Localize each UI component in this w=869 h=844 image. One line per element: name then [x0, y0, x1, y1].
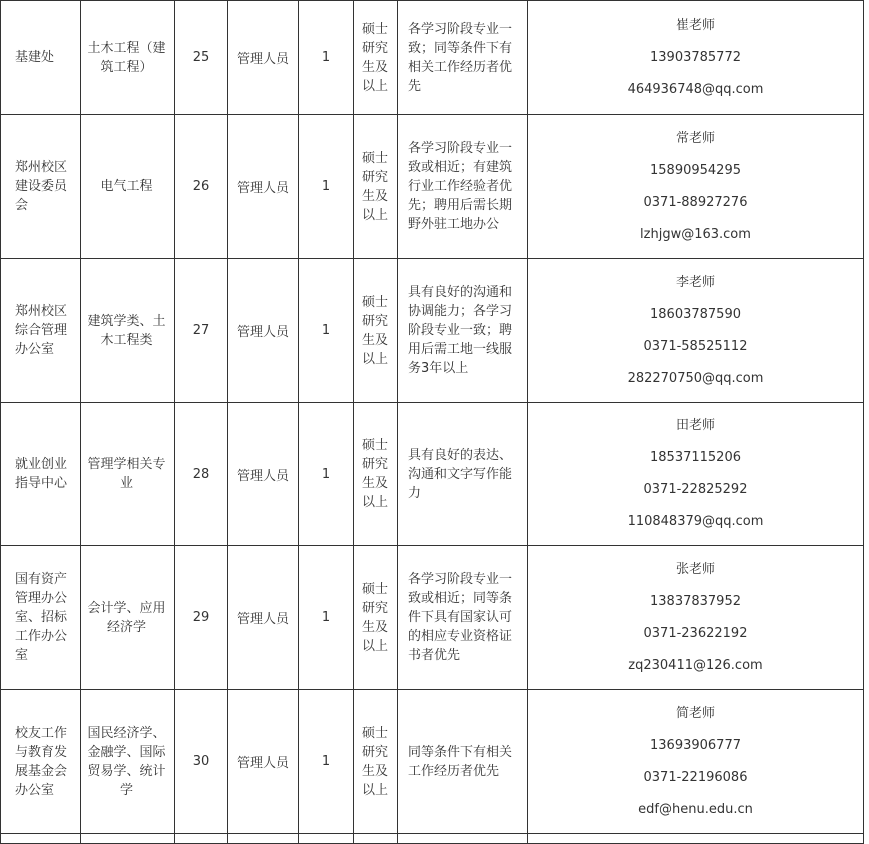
contact-phone[interactable]: 15890954295 [650, 162, 741, 178]
education-cell [354, 115, 398, 259]
contact-email[interactable]: zq230411@126.com [628, 657, 763, 673]
position-cell [228, 259, 299, 403]
requirements-text: 具有良好的沟通和协调能力；各学习阶段专业一致；聘用后需工地一线服务3年以上 [408, 285, 513, 376]
position-name: 管理人员 [236, 468, 289, 484]
position-name: 管理人员 [236, 52, 289, 67]
position-cell [228, 115, 299, 259]
empty-cell [354, 834, 398, 844]
major-cell [81, 259, 175, 403]
major-cell [81, 690, 175, 834]
position-name: 管理人员 [236, 756, 289, 771]
position-code: 28 [192, 466, 210, 482]
education-cell [354, 403, 398, 546]
dept-cell [1, 115, 81, 259]
dept-cell [1, 1, 81, 115]
contact-phone[interactable]: 13693906777 [650, 737, 741, 753]
code-cell [175, 546, 228, 690]
contact-name: 田老师 [675, 418, 715, 433]
education-cell [354, 690, 398, 834]
position-name: 管理人员 [236, 612, 289, 627]
dept-name: 国有资产管理办公室、招标工作办公室 [15, 572, 68, 663]
contact-cell [528, 403, 864, 546]
dept-name: 校友工作与教育发展基金会办公室 [15, 725, 68, 798]
count-cell [299, 259, 354, 403]
requirements-cell [398, 115, 528, 259]
position-cell [228, 403, 299, 546]
dept-name: 郑州校区综合管理办公室 [15, 304, 68, 357]
position-code: 25 [192, 50, 210, 65]
major-cell [81, 1, 175, 115]
contact-email[interactable]: 282270750@qq.com [627, 370, 764, 386]
count-cell [299, 403, 354, 546]
requirements-cell [398, 690, 528, 834]
requirements-text: 各学习阶段专业一致；同等条件下有相关工作经历者优先 [408, 21, 513, 94]
education-text: 硕士研究生及以上 [362, 725, 389, 798]
code-cell [175, 690, 228, 834]
contact-email[interactable]: lzhjgw@163.com [640, 226, 751, 242]
contact-name: 崔老师 [675, 17, 715, 33]
major-text: 会计学、应用经济学 [87, 600, 166, 635]
contact-phone[interactable]: 18603787590 [650, 306, 741, 322]
table-row [1, 403, 864, 546]
major-text: 管理学相关专业 [87, 457, 166, 491]
hire-count: 1 [321, 323, 331, 338]
education-cell [354, 259, 398, 403]
count-cell [299, 1, 354, 115]
requirements-text: 同等条件下有相关工作经历者优先 [408, 744, 513, 779]
count-cell [299, 690, 354, 834]
contact-cell [528, 115, 864, 259]
dept-name: 基建处 [15, 50, 55, 65]
contact-tel[interactable]: 0371-23622192 [643, 625, 748, 641]
education-text: 硕士研究生及以上 [362, 294, 389, 367]
position-code: 30 [192, 754, 210, 769]
requirements-cell [398, 1, 528, 115]
contact-tel[interactable]: 0371-58525112 [643, 338, 748, 354]
code-cell [175, 115, 228, 259]
position-code: 27 [192, 323, 210, 338]
education-text: 硕士研究生及以上 [362, 438, 389, 510]
contact-email[interactable]: edf@henu.edu.cn [638, 801, 753, 817]
requirements-text: 各学习阶段专业一致或相近；有建筑行业工作经验者优先；聘用后需长期野外驻工地办公 [408, 141, 513, 232]
position-code: 29 [192, 610, 210, 625]
contact-tel[interactable]: 0371-22196086 [643, 769, 748, 785]
major-text: 电气工程 [100, 179, 153, 194]
position-code: 26 [192, 179, 210, 194]
table-row [1, 115, 864, 259]
contact-phone[interactable]: 13837837952 [650, 593, 741, 609]
code-cell [175, 403, 228, 546]
contact-cell [528, 259, 864, 403]
major-text: 土木工程（建筑工程） [87, 40, 166, 75]
dept-name: 就业创业指导中心 [15, 457, 68, 491]
dept-name: 郑州校区建设委员会 [15, 160, 68, 213]
code-cell [175, 1, 228, 115]
empty-cell [528, 834, 864, 844]
major-cell [81, 403, 175, 546]
contact-email[interactable]: 464936748@qq.com [627, 81, 764, 97]
education-text: 硕士研究生及以上 [362, 150, 389, 223]
position-cell [228, 690, 299, 834]
contact-cell [528, 690, 864, 834]
hire-count: 1 [321, 50, 331, 65]
requirements-cell [398, 259, 528, 403]
contact-name: 张老师 [675, 561, 715, 577]
dept-cell [1, 690, 81, 834]
count-cell [299, 115, 354, 259]
contact-name: 常老师 [675, 130, 715, 146]
empty-cell [81, 834, 175, 844]
contact-tel[interactable]: 0371-22825292 [643, 482, 748, 497]
empty-cell [299, 834, 354, 844]
dept-cell [1, 546, 81, 690]
contact-tel[interactable]: 0371-88927276 [643, 194, 748, 210]
education-text: 硕士研究生及以上 [362, 21, 389, 94]
major-text: 建筑学类、土木工程类 [87, 313, 166, 348]
education-text: 硕士研究生及以上 [362, 581, 389, 654]
contact-name: 李老师 [675, 274, 715, 290]
table-row [1, 1, 864, 115]
major-cell [81, 115, 175, 259]
contact-phone[interactable]: 18537115206 [650, 450, 741, 465]
major-text: 国民经济学、金融学、国际贸易学、统计学 [87, 725, 166, 798]
hire-count: 1 [321, 179, 331, 194]
contact-name: 简老师 [675, 705, 715, 721]
table-row [1, 690, 864, 834]
major-cell [81, 546, 175, 690]
position-cell [228, 1, 299, 115]
hire-count: 1 [321, 754, 331, 769]
requirements-text: 具有良好的表达、沟通和文字写作能力 [408, 447, 513, 501]
requirements-cell [398, 403, 528, 546]
table-row-partial [1, 834, 864, 844]
table-row [1, 546, 864, 690]
empty-cell [398, 834, 528, 844]
contact-phone[interactable]: 13903785772 [650, 49, 741, 65]
position-name: 管理人员 [236, 181, 289, 196]
empty-cell [1, 834, 81, 844]
count-cell [299, 546, 354, 690]
code-cell [175, 259, 228, 403]
requirements-text: 各学习阶段专业一致或相近；同等条件下具有国家认可的相应专业资格证书者优先 [408, 572, 513, 663]
empty-cell [228, 834, 299, 844]
hire-count: 1 [321, 466, 331, 482]
requirements-cell [398, 546, 528, 690]
contact-cell [528, 1, 864, 115]
education-cell [354, 546, 398, 690]
table-row [1, 259, 864, 403]
position-name: 管理人员 [236, 325, 289, 340]
position-cell [228, 546, 299, 690]
contact-cell [528, 546, 864, 690]
dept-cell [1, 403, 81, 546]
hire-count: 1 [321, 610, 331, 625]
education-cell [354, 1, 398, 115]
dept-cell [1, 259, 81, 403]
contact-email[interactable]: 110848379@qq.com [627, 514, 764, 529]
empty-cell [175, 834, 228, 844]
